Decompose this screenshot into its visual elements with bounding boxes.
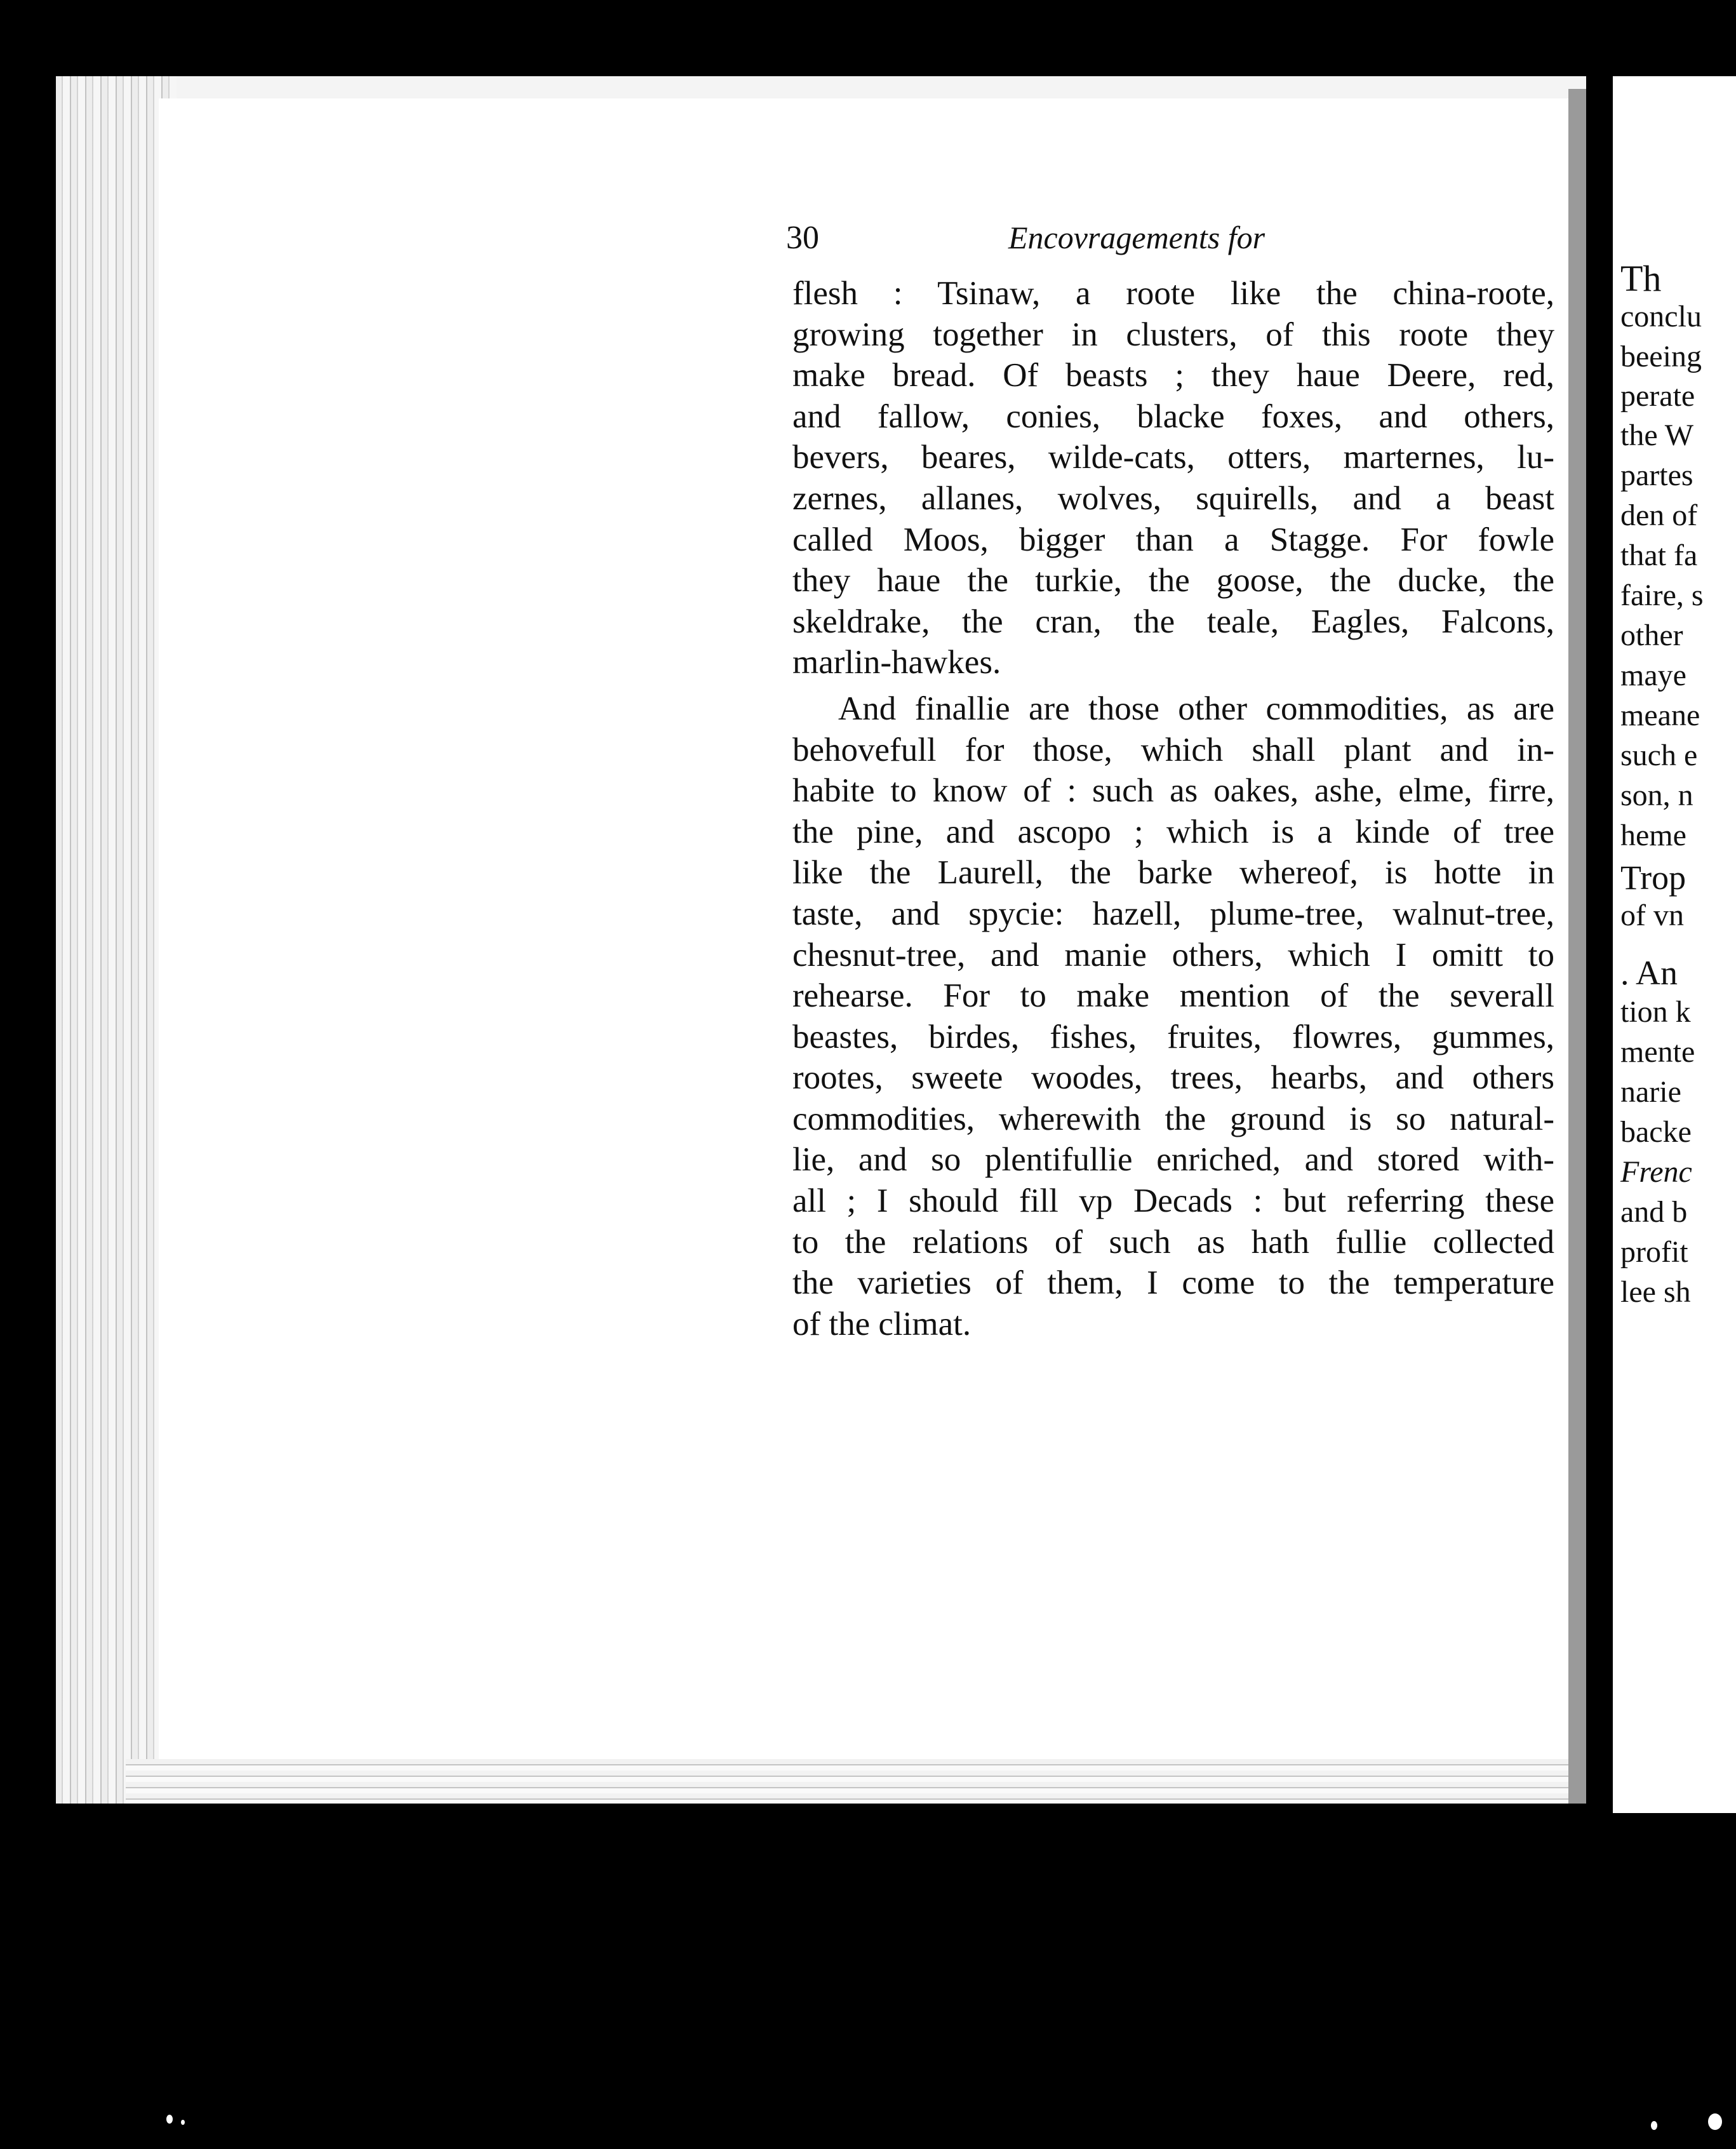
facing-line: the W	[1620, 418, 1694, 452]
text-line: behovefull for those, which shall plant and in-	[792, 731, 1554, 768]
facing-line: Frenc	[1620, 1155, 1692, 1189]
facing-line: heme	[1620, 819, 1686, 852]
text-line: skeldrake, the cran, the teale, Eagles, Falcons,	[792, 603, 1554, 640]
facing-line: mente	[1620, 1035, 1695, 1069]
facing-line: partes	[1620, 459, 1693, 492]
text-line: zernes, allanes, wolves, squirells, and a beast	[792, 479, 1554, 517]
facing-page	[1613, 76, 1736, 1813]
facing-line: that fa	[1620, 539, 1698, 572]
page-number: 30	[786, 220, 819, 256]
text-line: to the relations of such as hath fullie collected	[792, 1223, 1554, 1261]
facing-line: faire, s	[1620, 579, 1704, 612]
scan-speck	[1708, 2113, 1722, 2130]
scan-speck	[166, 2115, 173, 2124]
text-line: called Moos, bigger than a Stagge. For fowle	[792, 521, 1554, 558]
text-line: and fallow, conies, blacke foxes, and others,	[792, 398, 1554, 435]
facing-line: beeing	[1620, 340, 1702, 373]
page-header	[786, 219, 1332, 264]
gutter-shadow	[1568, 89, 1586, 1804]
facing-line: perate	[1620, 379, 1695, 413]
facing-line: of vn	[1620, 899, 1684, 932]
scan-speck	[181, 2120, 185, 2125]
facing-line: tion k	[1620, 995, 1691, 1029]
text-line: the pine, and ascopo ; which is a kinde of tree	[792, 813, 1554, 850]
scan-speck	[1651, 2121, 1657, 2130]
text-line: like the Laurell, the barke whereof, is hotte in	[792, 854, 1554, 892]
facing-line: Trop	[1620, 859, 1686, 897]
facing-line: den of	[1620, 499, 1698, 532]
page-edges-bottom	[126, 1759, 1586, 1804]
text-line: the varieties of them, I come to the temperature	[792, 1264, 1554, 1302]
facing-line: such e	[1620, 739, 1698, 772]
text-line: chesnut-tree, and manie others, which I omitt to	[792, 936, 1554, 974]
text-line: of the climat.	[792, 1305, 971, 1342]
facing-line: lee sh	[1620, 1275, 1691, 1309]
running-head: Encovragements for	[1008, 220, 1265, 255]
text-line: all ; I should fill vp Decads : but referring these	[792, 1182, 1554, 1220]
paragraph-2	[792, 688, 1554, 1345]
text-line: rootes, sweete woodes, trees, hearbs, and others	[792, 1059, 1554, 1097]
paragraph-gap	[792, 683, 1554, 688]
facing-line: son, n	[1620, 779, 1693, 812]
text-line: habite to know of : such as oakes, ashe, elme, firre,	[792, 772, 1554, 810]
text-line: rehearse. For to make mention of the severall	[792, 977, 1554, 1015]
facing-line: backe	[1620, 1115, 1692, 1149]
text-line: And finallie are those other commodities, as are	[838, 690, 1554, 727]
text-line: make bread. Of beasts ; they haue Deere, red,	[792, 357, 1554, 394]
text-line: flesh : Tsinaw, a roote like the china-roote,	[792, 275, 1554, 312]
text-line: bevers, beares, wilde-cats, otters, marternes, lu-	[792, 439, 1554, 476]
facing-line: profit	[1620, 1235, 1688, 1269]
facing-line: Th	[1620, 258, 1662, 299]
facing-line: other	[1620, 619, 1683, 652]
facing-line: narie	[1620, 1075, 1681, 1109]
body-text	[792, 273, 1554, 1344]
facing-line: and b	[1620, 1195, 1688, 1229]
text-line: they haue the turkie, the goose, the ducke, the	[792, 562, 1554, 599]
facing-line: conclu	[1620, 300, 1702, 333]
text-line: commodities, wherewith the ground is so natural-	[792, 1100, 1554, 1137]
text-line: growing together in clusters, of this roote they	[792, 316, 1554, 353]
facing-line: maye	[1620, 659, 1686, 692]
text-line: beastes, birdes, fishes, fruites, flowres, gummes,	[792, 1018, 1554, 1055]
text-line: lie, and so plentifullie enriched, and stored with-	[792, 1141, 1554, 1179]
facing-line: . An	[1620, 954, 1678, 992]
paragraph-1	[792, 273, 1554, 683]
facing-line: meane	[1620, 699, 1700, 732]
text-line: marlin-hawkes.	[792, 644, 1001, 681]
scan-specks	[0, 2102, 1736, 2149]
text-line: taste, and spycie: hazell, plume-tree, walnut-tree,	[792, 895, 1554, 932]
